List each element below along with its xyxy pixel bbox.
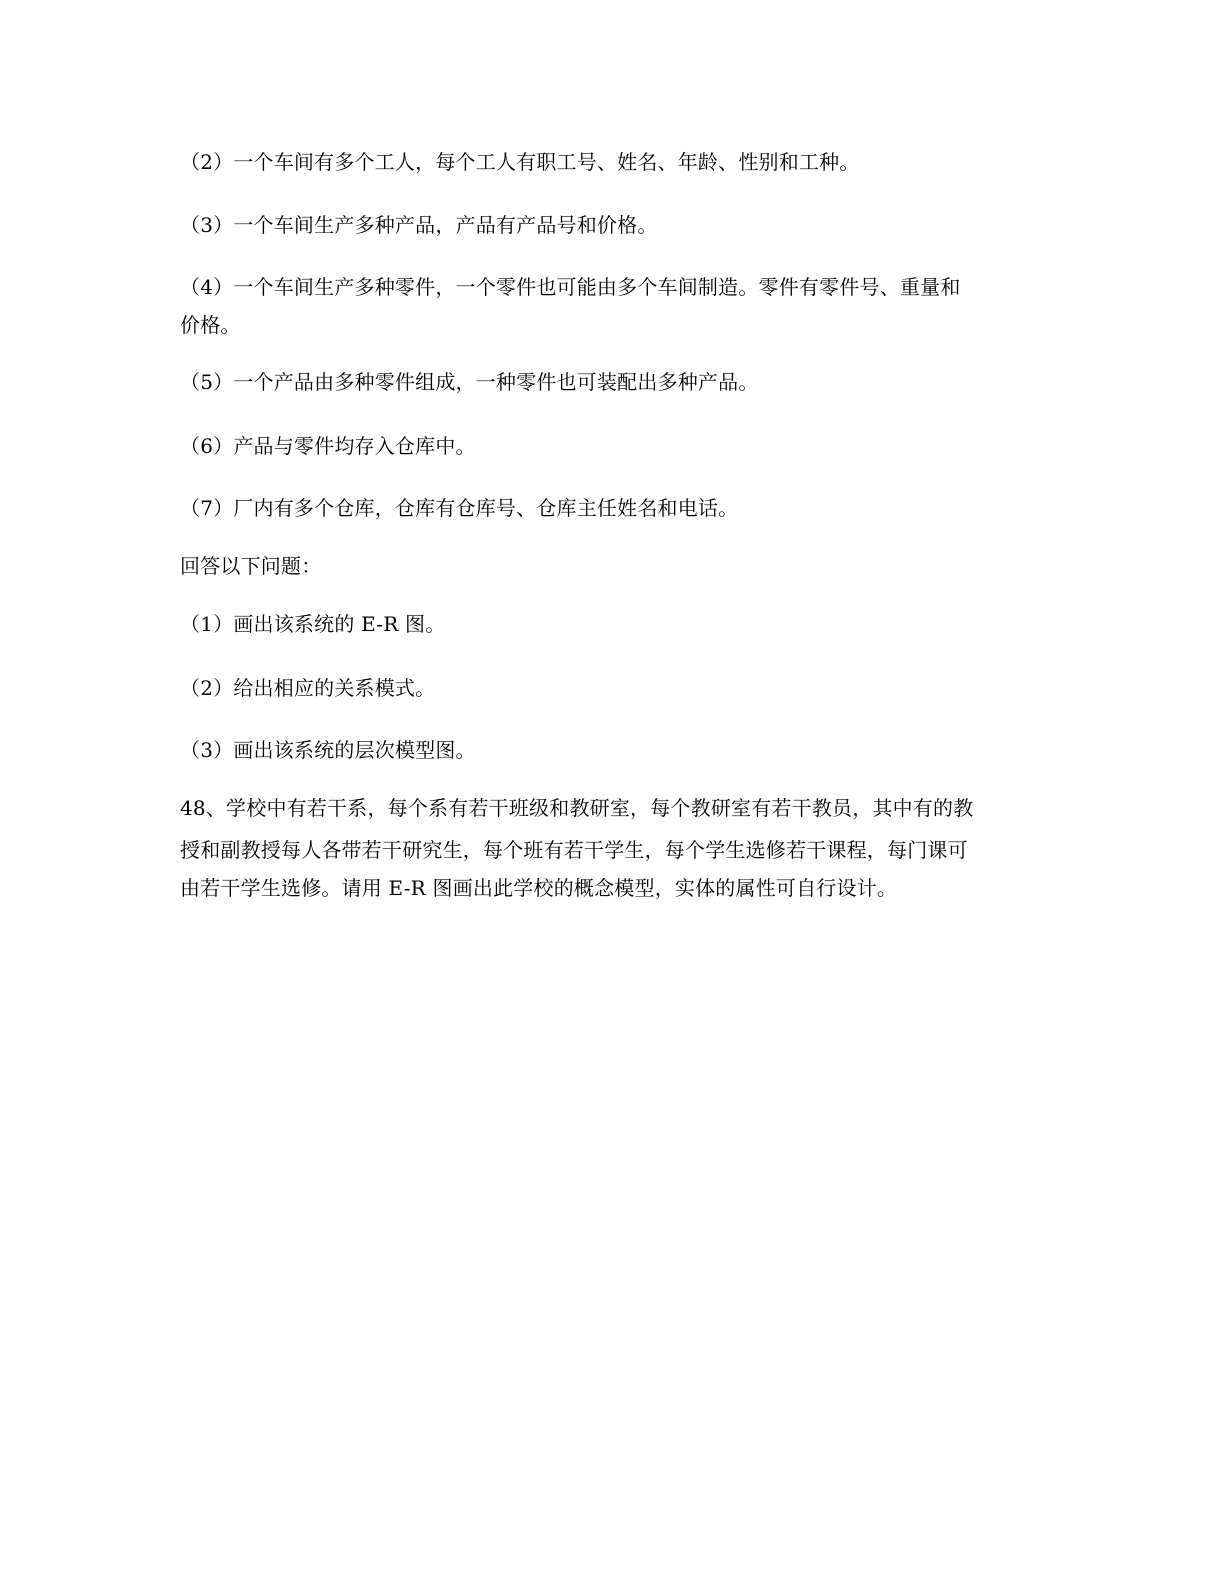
requirement-3: （3）一个车间生产多种产品，产品有产品号和价格。 — [180, 213, 658, 237]
problem-48-line-2: 授和副教授每人各带若干研究生，每个班有若干学生，每个学生选修若干课程，每门课可 — [180, 838, 968, 862]
requirement-4-line-1: （4）一个车间生产多种零件，一个零件也可能由多个车间制造。零件有零件号、重量和 — [180, 275, 961, 299]
requirement-2: （2）一个车间有多个工人，每个工人有职工号、姓名、年龄、性别和工种。 — [180, 150, 860, 174]
problem-48-line-3: 由若干学生选修。请用 E-R 图画出此学校的概念模型，实体的属性可自行设计。 — [180, 876, 898, 900]
problem-48-line-1: 48、学校中有若干系，每个系有若干班级和教研室，每个教研室有若干教员，其中有的教 — [180, 796, 974, 820]
question-2: （2）给出相应的关系模式。 — [180, 676, 436, 700]
requirement-4-line-2: 价格。 — [180, 313, 241, 337]
question-3: （3）画出该系统的层次模型图。 — [180, 738, 476, 762]
requirement-5: （5）一个产品由多种零件组成，一种零件也可装配出多种产品。 — [180, 370, 759, 394]
questions-heading: 回答以下问题： — [180, 554, 322, 578]
question-1: （1）画出该系统的 E-R 图。 — [180, 612, 446, 636]
requirement-7: （7）厂内有多个仓库，仓库有仓库号、仓库主任姓名和电话。 — [180, 496, 739, 520]
requirement-6: （6）产品与零件均存入仓库中。 — [180, 434, 476, 458]
